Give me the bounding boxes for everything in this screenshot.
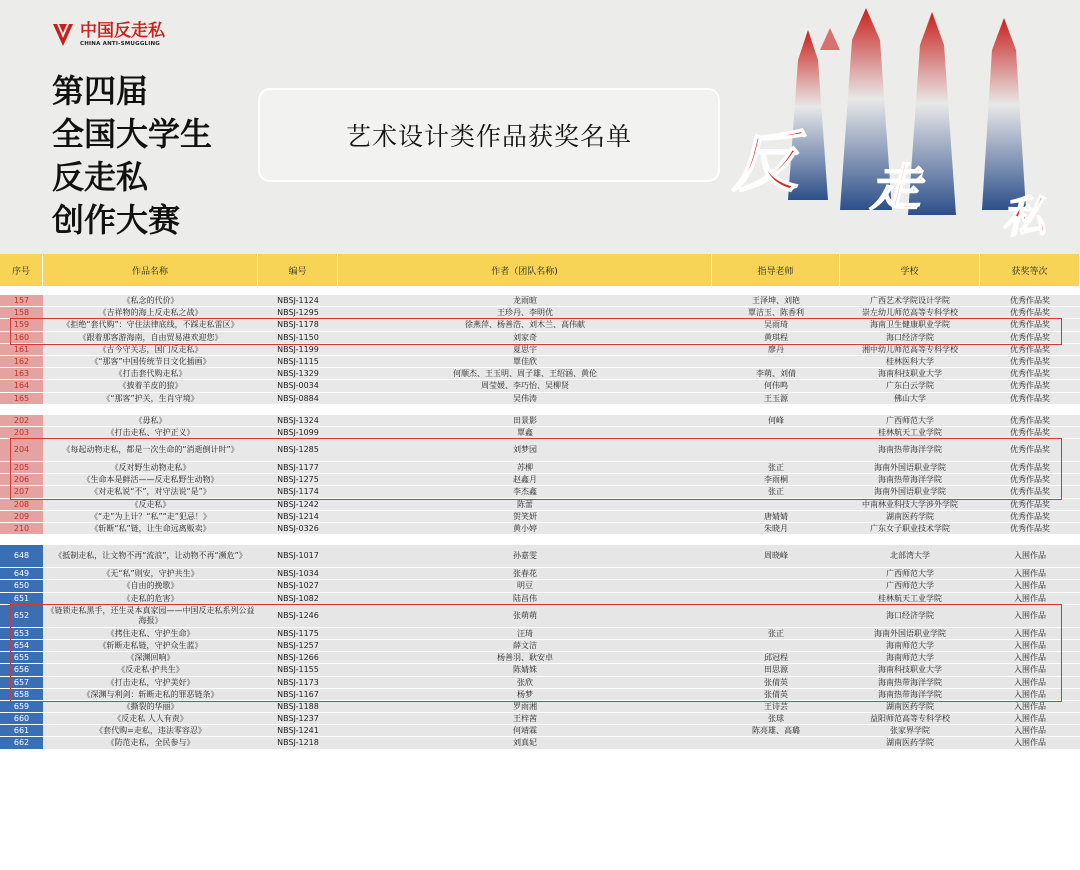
table-cell: 张家界学院 [890,726,930,736]
table-cell: 优秀作品奖 [1010,356,1050,366]
section-excellent-1 [0,295,1080,405]
table-cell: 海南热带海洋学院 [878,445,942,455]
table-cell: 苏柳 [517,463,533,473]
table-cell: 入围作品 [1014,689,1046,699]
table-cell: 湖南医药学院 [886,511,934,521]
table-cell: 孙嘉雯 [513,551,537,561]
table-cell: 何顺杰、王玉明、周子雄、王绍涵、黄伦 [453,369,597,379]
table-cell [712,580,840,591]
table-cell: 朱晓月 [764,524,788,533]
table-cell: 王泽坤、刘艳 [752,296,800,305]
table-cell: 《斩断走私链，守护众生蓝》 [98,640,203,650]
table-row [0,701,1080,713]
row-number: 652 [0,605,43,627]
art-char: 反 [732,123,798,201]
table-cell: 优秀作品奖 [1010,524,1050,533]
table-cell: 海南师范大学 [886,653,934,663]
table-cell [712,439,840,461]
table-cell: 海南热带海洋学院 [878,689,942,699]
table-row [0,511,1080,523]
table-cell: 罗雨湘 [513,701,537,711]
table-cell: 《吉祥物的海上反走私之战》 [98,308,203,318]
header-cell: 编号 [258,254,338,286]
logo-shield-icon [52,22,74,48]
table-cell: NBSJ-1188 [277,701,319,711]
table-cell: 《斩断“私”链，让生命远离贩卖》 [90,524,211,533]
table-cell: 桂林医科大学 [886,356,934,366]
row-number: 649 [0,568,43,579]
header-cell: 获奖等次 [980,254,1080,286]
table-cell: 夏思宇 [513,344,537,354]
row-number: 204 [0,439,43,461]
table-cell: 《私念的代价》 [122,296,179,305]
table-cell: 刘梦园 [513,445,537,455]
section-excellent-2 [0,415,1080,536]
table-cell: 黄琪程 [764,332,788,342]
table-cell: 张正 [768,487,784,497]
table-cell: 优秀作品奖 [1010,445,1050,455]
table-row [0,474,1080,486]
section-shortlisted [0,545,1080,749]
table-cell: NBSJ-1124 [277,296,319,305]
table-row [0,677,1080,689]
table-cell: 海南科技职业大学 [878,369,942,379]
table-cell: 广西师范大学 [886,415,934,425]
row-number: 648 [0,545,43,567]
table-cell: NBSJ-1155 [277,665,319,675]
table-cell [712,737,840,748]
art-char: 私 [1002,192,1046,243]
table-cell: 杨梦 [517,689,533,699]
table-cell: 入围作品 [1014,665,1046,675]
table-cell: 《古今守关志，国门反走私》 [98,344,203,354]
table-cell: 明豆 [517,581,533,591]
table-cell: 广东白云学院 [886,381,934,391]
table-cell: 优秀作品奖 [1010,475,1050,485]
table-cell: NBSJ-1150 [277,332,319,342]
award-table [0,254,1080,750]
table-cell [712,499,840,510]
table-cell: NBSJ-1199 [277,344,319,354]
table-cell: 湘中幼儿师范高等专科学校 [862,344,958,354]
row-number: 165 [0,393,43,404]
table-cell: 优秀作品奖 [1010,369,1050,379]
table-header [0,254,1080,286]
table-cell: 杨善羽、耿安卓 [497,653,553,663]
table-cell: 优秀作品奖 [1010,344,1050,354]
table-cell [712,427,840,438]
table-cell: 中南林业科技大学涉外学院 [862,499,958,509]
table-cell: 《对走私说“不”，对守法说“是”》 [90,487,211,497]
table-cell: NBSJ-1017 [277,551,319,561]
list-title: 艺术设计类作品获奖名单 [345,122,632,151]
list-title-box [258,88,720,182]
table-cell: 陆昌伟 [513,593,537,603]
table-cell: 邱冠程 [764,653,788,663]
table-cell: 李杰鑫 [513,487,537,497]
row-number: 202 [0,415,43,426]
table-cell: 李雨桐 [764,475,788,485]
table-cell: 贺笑妍 [513,511,537,521]
table-cell: 桂林航天工业学院 [878,593,942,603]
table-cell: NBSJ-1099 [277,427,319,437]
table-cell: 入围作品 [1014,714,1046,724]
table-cell: 海口经济学院 [886,332,934,342]
table-cell: 张萌萌 [513,610,537,620]
table-cell: 《毋私》 [134,415,167,425]
logo-en-text: CHINA ANTI-SMUGGLING [80,40,160,47]
table-cell: 王玉源 [764,393,788,403]
table-cell: 周晓峰 [764,551,788,561]
row-number: 157 [0,295,43,306]
table-cell: 《反对野生动物走私》 [110,463,191,473]
table-cell: 《走私的危害》 [122,593,179,603]
section-gap [0,286,1080,295]
row-number: 162 [0,356,43,367]
table-cell: 《打击套代购走私》 [114,369,187,379]
row-number: 660 [0,713,43,724]
table-cell: 优秀作品奖 [1010,308,1050,318]
table-cell: NBSJ-1242 [277,499,319,509]
contest-line: 全国大学生 [52,115,213,153]
table-cell: 优秀作品奖 [1010,381,1050,391]
table-row [0,295,1080,307]
row-number: 209 [0,511,43,522]
art-char: 走 [870,158,920,217]
table-row [0,605,1080,628]
table-cell: NBSJ-1246 [277,610,319,620]
table-cell: NBSJ-1178 [277,320,319,330]
table-cell: 《链锁走私黑手，还生灵本真家园——中国反走私系列公益海报》 [46,605,255,625]
table-cell: 《生命本是鲜活——反走私野生动物》 [82,475,219,485]
table-cell: 优秀作品奖 [1010,393,1050,403]
table-cell: 优秀作品奖 [1010,511,1050,521]
table-cell: 海南热带海洋学院 [878,677,942,687]
table-row [0,462,1080,474]
table-cell: 益阳师范高等专科学校 [870,714,950,724]
table-cell [712,568,840,579]
table-cell: 《套代购=走私，违法零容忍》 [95,726,206,736]
table-row [0,356,1080,368]
table-cell: 入围作品 [1014,640,1046,650]
table-cell: 广西师范大学 [886,581,934,591]
row-number: 658 [0,689,43,700]
row-number: 208 [0,499,43,510]
table-cell: 佛山大学 [894,393,926,403]
table-row [0,427,1080,439]
row-number: 158 [0,307,43,318]
header-cell: 指导老师 [712,254,840,286]
table-cell: 陈婧姝 [513,665,537,675]
table-cell: NBSJ-1275 [277,475,319,485]
table-cell: 广东女子职业技术学院 [870,524,950,533]
table-cell: 优秀作品奖 [1010,332,1050,342]
row-number: 160 [0,332,43,343]
table-cell: NBSJ-1295 [277,308,319,318]
table-cell: 入围作品 [1014,677,1046,687]
row-number: 662 [0,737,43,748]
table-cell: NBSJ-1027 [277,581,319,591]
row-number: 657 [0,677,43,688]
table-cell: 吴伟涛 [513,393,537,403]
table-cell: 入围作品 [1014,726,1046,736]
table-cell: NBSJ-1214 [277,511,319,521]
table-cell: 田景影 [513,415,537,425]
table-row [0,307,1080,319]
table-cell: 李萌、刘倩 [756,369,796,379]
table-row [0,580,1080,592]
row-number: 656 [0,664,43,675]
table-cell: NBSJ-1285 [277,445,319,455]
table-cell: 优秀作品奖 [1010,296,1050,305]
header-cell: 作者（团队名称) [338,254,712,286]
table-cell: 陈蕾 [517,499,533,509]
table-cell: 张欣 [517,677,533,687]
row-number: 205 [0,462,43,473]
table-cell: 海南外国语职业学院 [874,463,946,473]
table-cell: 优秀作品奖 [1010,415,1050,425]
table-cell: 张正 [768,628,784,638]
row-number: 653 [0,628,43,639]
logo [52,22,165,48]
table-cell: NBSJ-1177 [277,463,319,473]
table-cell: 陈亮雄、高璐 [752,726,800,736]
table-cell: NBSJ-1034 [277,569,319,579]
table-cell: 《打击走私、守护正义》 [106,427,195,437]
table-cell: 廖丹 [768,344,784,354]
table-row [0,652,1080,664]
table-cell: NBSJ-1167 [277,689,319,699]
table-cell: 张球 [768,714,784,724]
table-cell: NBSJ-1174 [277,487,319,497]
row-number: 206 [0,474,43,485]
anti-smuggling-art [720,0,1080,254]
table-cell: 田思源 [764,665,788,675]
table-cell: NBSJ-1266 [277,653,319,663]
table-cell [712,605,840,627]
table-row [0,640,1080,652]
table-cell: 湖南医药学院 [886,701,934,711]
table-cell: 海南师范大学 [886,640,934,650]
header-cell: 序号 [0,254,43,286]
table-row [0,689,1080,701]
table-cell: 《无“私”则安，守护共生》 [102,569,199,579]
table-cell: NBSJ-1115 [277,356,319,366]
table-cell: 刘家奇 [513,332,537,342]
table-cell: 《拒绝“套代购”：守住法律底线，不踩走私雷区》 [62,320,239,330]
table-row [0,415,1080,427]
table-cell: NBSJ-0326 [277,524,319,533]
table-cell: 入围作品 [1014,593,1046,603]
table-cell: 入围作品 [1014,610,1046,620]
table-cell: 汪琦 [517,628,533,638]
table-cell: 桂林航天工业学院 [878,427,942,437]
table-row [0,499,1080,511]
table-cell: 海南外国语职业学院 [874,487,946,497]
table-cell: 海口经济学院 [886,610,934,620]
table-row [0,486,1080,498]
table-cell: 优秀作品奖 [1010,487,1050,497]
table-cell: 覃鑫 [517,427,533,437]
table-cell: 《反走私》 [130,499,171,509]
table-cell: NBSJ-1241 [277,726,319,736]
table-cell: 入围作品 [1014,653,1046,663]
table-cell: 覃佳欣 [513,356,537,366]
row-number: 203 [0,427,43,438]
table-cell: 何伟鸣 [764,381,788,391]
table-cell: 海南科技职业大学 [878,665,942,675]
row-number: 161 [0,344,43,355]
table-cell: 入围作品 [1014,551,1046,561]
table-cell: NBSJ-1173 [277,677,319,687]
table-cell: 徐燕萍、杨善浩、刘木兰、高伟献 [465,320,585,330]
table-row [0,593,1080,605]
header-cell: 学校 [840,254,980,286]
table-row [0,725,1080,737]
table-cell: 何靖霖 [513,726,537,736]
table-cell: 《打击走私，守护美好》 [106,677,195,687]
table-row [0,664,1080,676]
table-cell: 《披着羊皮的狼》 [118,381,183,391]
table-cell: NBSJ-1218 [277,738,319,748]
table-cell: 《抵制走私，让文物不再“流浪”，让动物不再“濒危”》 [54,551,247,561]
table-cell: 入围作品 [1014,581,1046,591]
logo-cn-text: 中国反走私 [80,20,165,41]
table-row [0,393,1080,405]
table-cell: 赵鑫月 [513,475,537,485]
table-cell: 《跟着那客游海南，自由贸易港欢迎您》 [78,332,223,342]
table-cell: 《“走”为上计？“私”“走”犯忌！》 [90,511,211,521]
table-cell: 张正 [768,463,784,473]
table-cell: NBSJ-0884 [277,393,319,403]
row-number: 661 [0,725,43,736]
table-row [0,332,1080,344]
table-cell: 薛文洁 [513,640,537,650]
row-number: 207 [0,486,43,497]
table-cell: 《深渊与利剑：斩断走私的罪恶链条》 [82,689,219,699]
table-cell: 北部湾大学 [890,551,930,561]
row-number: 163 [0,368,43,379]
table-row [0,628,1080,640]
table-cell [712,640,840,651]
table-cell: 吴雨琦 [764,320,788,330]
table-cell [712,593,840,604]
table-cell: 王诗芸 [764,701,788,711]
table-cell: 刘真妃 [513,738,537,748]
table-cell: 张春花 [513,569,537,579]
table-cell: 覃洁玉、陈香利 [748,308,804,318]
table-cell: 入围作品 [1014,738,1046,748]
table-cell: NBSJ-1329 [277,369,319,379]
row-number: 210 [0,523,43,534]
page-header [0,0,1080,254]
header-cell: 作品名称 [43,254,258,286]
table-row [0,713,1080,725]
row-number: 651 [0,593,43,604]
table-cell: NBSJ-1175 [277,628,319,638]
table-cell: 张倩英 [764,689,788,699]
contest-title [52,70,212,242]
table-cell: 《每起动物走私，都是一次生命的“消逝倒计时”》 [62,445,239,455]
table-cell: 优秀作品奖 [1010,499,1050,509]
table-cell: 《撕裂的华丽》 [122,701,179,711]
table-row [0,523,1080,535]
table-row [0,344,1080,356]
table-cell: 《“那客”护关，生肖守境》 [102,393,199,403]
contest-line: 第四届 [52,72,149,110]
table-cell: NBSJ-0034 [277,381,319,391]
table-cell: NBSJ-1324 [277,415,319,425]
table-cell: 《深渊回响》 [126,653,175,663]
table-cell: 《反走私·护共生》 [117,665,184,675]
section-gap [0,535,1080,545]
table-cell: NBSJ-1237 [277,714,319,724]
table-cell: 崇左幼儿师范高等专科学校 [862,308,958,318]
table-cell: 黄小婷 [513,524,537,533]
section-gap [0,405,1080,415]
table-cell: 优秀作品奖 [1010,427,1050,437]
table-cell: 广西艺术学院设计学院 [870,296,950,305]
table-cell: 何峰 [768,415,784,425]
contest-line: 反走私 [52,158,149,196]
table-cell: 入围作品 [1014,569,1046,579]
table-row [0,368,1080,380]
table-cell: 湖南医药学院 [886,738,934,748]
table-row [0,319,1080,331]
table-cell: 王珍丹、李明优 [497,308,553,318]
table-cell: 《防范走私，全民参与》 [106,738,195,748]
contest-line: 创作大赛 [52,201,181,239]
table-cell: 优秀作品奖 [1010,463,1050,473]
table-cell: 《拷住走私、守护生命》 [106,628,195,638]
table-row [0,439,1080,462]
row-number: 659 [0,701,43,712]
table-cell: 王梓茜 [513,714,537,724]
row-number: 164 [0,380,43,391]
table-cell: 龙雨暄 [513,296,537,305]
row-number: 159 [0,319,43,330]
table-cell: 入围作品 [1014,628,1046,638]
table-row [0,380,1080,392]
table-cell: 海南热带海洋学院 [878,475,942,485]
table-cell: 海南卫生健康职业学院 [870,320,950,330]
row-number: 654 [0,640,43,651]
table-cell [712,356,840,367]
table-cell: NBSJ-1257 [277,640,319,650]
table-cell: 海南外国语职业学院 [874,628,946,638]
table-row [0,545,1080,568]
table-cell: 《自由的挽歌》 [122,581,179,591]
table-cell: NBSJ-1082 [277,593,319,603]
table-cell: 《“那客”中国传统节日文化插画》 [90,356,211,366]
table-row [0,737,1080,749]
table-cell: 广西师范大学 [886,569,934,579]
row-number: 650 [0,580,43,591]
table-cell: 张倩英 [764,677,788,687]
table-cell: 唐婧婧 [764,511,788,521]
table-cell: 入围作品 [1014,701,1046,711]
table-cell: 周莹媛、李巧怡、吴柳贤 [481,381,569,391]
table-cell: 《反走私 人人有责》 [113,714,188,724]
row-number: 655 [0,652,43,663]
table-row [0,568,1080,580]
table-cell: 优秀作品奖 [1010,320,1050,330]
